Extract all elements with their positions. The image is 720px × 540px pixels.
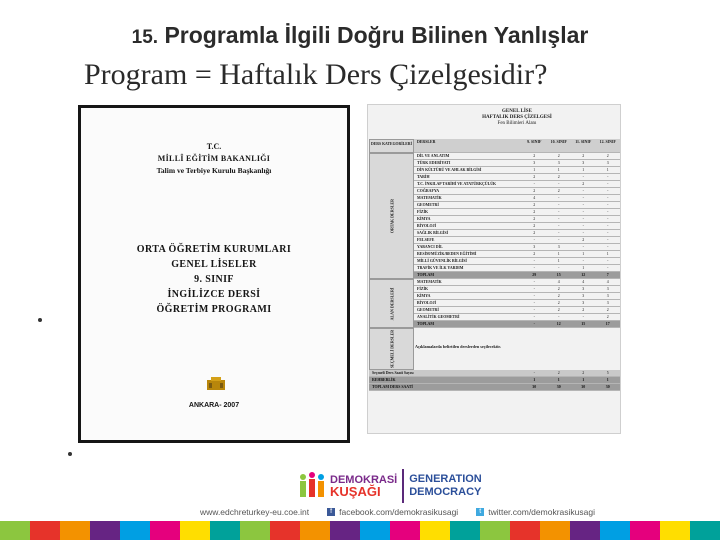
table-cell-hours: 3 bbox=[582, 287, 585, 291]
link-text: www.edchreturkey-eu.coe.int bbox=[200, 507, 310, 517]
table-row bbox=[414, 265, 620, 272]
table-cell-hours: 1 bbox=[582, 266, 585, 270]
color-stripe bbox=[90, 521, 120, 540]
table-cell-hours: 15 bbox=[581, 322, 586, 326]
color-stripe bbox=[210, 521, 240, 540]
ministry-emblem-icon bbox=[205, 376, 227, 392]
category-label: ALAN DERSLERİ bbox=[389, 287, 394, 320]
cover-title-line: İNGİLİZCE DERSİ bbox=[167, 289, 261, 300]
color-stripe bbox=[390, 521, 420, 540]
color-stripe bbox=[540, 521, 570, 540]
slide-title-text: Programla İlgili Doğru Bilinen Yanlışlar bbox=[164, 22, 589, 48]
table-cell-course: DİN KÜLTÜRÜ VE AHLAK BİLGİSİ bbox=[417, 168, 482, 172]
color-stripe bbox=[690, 521, 720, 540]
table-cell-hours: - bbox=[582, 315, 584, 319]
table-cell-course: DİL VE ANLATIM bbox=[417, 154, 450, 158]
table-row bbox=[414, 286, 620, 293]
table-cell-hours: - bbox=[582, 196, 584, 200]
website-link[interactable] bbox=[200, 507, 309, 517]
table-row bbox=[414, 153, 620, 160]
table-cell-course: MATEMATİK bbox=[417, 196, 442, 200]
table-row bbox=[414, 237, 620, 244]
table-cell-hours: 17 bbox=[605, 322, 610, 326]
slide-subtitle: Program = Haftalık Ders Çizelgesidir? bbox=[84, 58, 548, 91]
table-cell-hours: 1 bbox=[533, 168, 536, 172]
table-row bbox=[414, 258, 620, 265]
table-cell-course: BİYOLOJİ bbox=[417, 224, 437, 228]
table-cell-course: RESİM/MÜZİK/BEDEN EĞİTİMİ bbox=[417, 252, 477, 256]
cover-title-line: ORTA ÖĞRETİM KURUMLARI bbox=[136, 244, 292, 255]
table-row bbox=[369, 384, 620, 391]
table-cell-hours: 2 bbox=[557, 189, 560, 193]
table-cell-hours: 3 bbox=[557, 161, 560, 165]
twitter-link[interactable] bbox=[476, 507, 595, 517]
category-cell bbox=[369, 153, 414, 279]
schedule-title: GENEL LİSE bbox=[502, 109, 532, 114]
color-stripe bbox=[30, 521, 60, 540]
brand-text: KUŞAĞI bbox=[330, 484, 381, 499]
table-row bbox=[414, 314, 620, 321]
table-cell-hours: - bbox=[607, 238, 609, 242]
table-cell-hours: - bbox=[558, 238, 560, 242]
table-cell-hours: - bbox=[607, 182, 609, 186]
table-cell-hours: 1 bbox=[582, 252, 585, 256]
table-cell-hours: 2 bbox=[533, 203, 536, 207]
table-cell-hours: 30 bbox=[605, 385, 610, 389]
color-stripe bbox=[270, 521, 300, 540]
facebook-link[interactable] bbox=[327, 507, 458, 517]
color-stripe bbox=[150, 521, 180, 540]
table-cell-hours: 2 bbox=[582, 238, 585, 242]
table-cell-course: COĞRAFYA bbox=[417, 189, 440, 193]
table-row bbox=[414, 181, 620, 188]
table-cell-hours: 2 bbox=[533, 224, 536, 228]
table-cell-hours: 3 bbox=[606, 294, 609, 298]
schedule-title: HAFTALIK DERS ÇİZELGESİ bbox=[482, 115, 552, 120]
table-cell-hours: 4 bbox=[557, 280, 560, 284]
table-cell-hours: 3 bbox=[606, 301, 609, 305]
table-row bbox=[414, 230, 620, 237]
color-stripe bbox=[510, 521, 540, 540]
table-cell-hours: 3 bbox=[606, 287, 609, 291]
table-cell-course: GEOMETRİ bbox=[417, 203, 439, 207]
table-cell-course: REHBERLİK bbox=[372, 378, 396, 382]
table-cell-hours: - bbox=[607, 175, 609, 179]
color-stripe bbox=[360, 521, 390, 540]
table-cell-course: TOPLAM DERS SAATİ bbox=[372, 385, 413, 389]
table-cell-course: MATEMATİK bbox=[417, 280, 442, 284]
table-cell-hours: - bbox=[558, 217, 560, 221]
table-cell-hours: 2 bbox=[606, 315, 609, 319]
table-row bbox=[414, 167, 620, 174]
brand-text: DEMOKRASİ bbox=[330, 474, 398, 486]
table-row bbox=[414, 251, 620, 258]
table-cell-hours: 2 bbox=[582, 308, 585, 312]
color-stripe bbox=[0, 521, 30, 540]
table-cell-hours: 3 bbox=[533, 245, 536, 249]
table-cell-course: FİZİK bbox=[417, 287, 429, 291]
table-cell-hours: - bbox=[607, 224, 609, 228]
table-cell-hours: 3 bbox=[533, 161, 536, 165]
table-cell-hours: - bbox=[607, 266, 609, 270]
table-cell-hours: 3 bbox=[582, 294, 585, 298]
cover-title-block bbox=[81, 242, 347, 317]
table-cell-hours: - bbox=[558, 203, 560, 207]
category-header-cell bbox=[369, 139, 414, 153]
color-stripe-band bbox=[0, 521, 720, 540]
table-cell-hours: - bbox=[607, 231, 609, 235]
table-cell-hours: - bbox=[558, 210, 560, 214]
table-cell-course: BİYOLOJİ bbox=[417, 301, 437, 305]
table-cell-hours: 4 bbox=[582, 280, 585, 284]
link-text: twitter.com/demokrasikusagi bbox=[488, 507, 595, 517]
table-cell-hours: 29 bbox=[532, 273, 537, 277]
table-cell-hours: 30 bbox=[532, 385, 537, 389]
table-row bbox=[414, 293, 620, 300]
bullet-dot bbox=[68, 452, 72, 456]
brand-name-tr bbox=[330, 474, 397, 498]
color-stripe bbox=[570, 521, 600, 540]
brand-divider bbox=[402, 469, 404, 503]
table-cell-hours: 2 bbox=[533, 217, 536, 221]
table-row bbox=[414, 174, 620, 181]
table-cell-hours: 10. SINIF bbox=[550, 140, 567, 144]
color-stripe bbox=[330, 521, 360, 540]
table-cell-hours: 1 bbox=[557, 168, 560, 172]
table-cell-hours: 2 bbox=[557, 371, 560, 375]
table-cell-course: FELSEFE bbox=[417, 238, 435, 242]
curriculum-cover-image bbox=[78, 105, 350, 443]
table-cell-hours: - bbox=[533, 308, 535, 312]
schedule-heading bbox=[414, 109, 620, 127]
table-cell-hours: - bbox=[582, 231, 584, 235]
table-cell-hours: 1 bbox=[557, 378, 560, 382]
table-row bbox=[414, 223, 620, 230]
table-cell-hours: - bbox=[533, 301, 535, 305]
table-row bbox=[369, 370, 620, 377]
table-cell-hours: - bbox=[607, 217, 609, 221]
link-text: facebook.com/demokrasikusagi bbox=[339, 507, 459, 517]
table-cell-hours: 12. SINIF bbox=[599, 140, 616, 144]
slide-number: 15. bbox=[131, 27, 159, 48]
table-cell-hours: 1 bbox=[582, 168, 585, 172]
table-cell-hours: - bbox=[533, 182, 535, 186]
table-cell-course: TARİH bbox=[417, 175, 430, 179]
table-cell-hours: - bbox=[582, 210, 584, 214]
table-cell-hours: 4 bbox=[606, 280, 609, 284]
table-cell-hours: - bbox=[533, 287, 535, 291]
table-cell-hours: - bbox=[533, 280, 535, 284]
table-cell-hours: 2 bbox=[606, 308, 609, 312]
table-cell-hours: 1 bbox=[606, 378, 609, 382]
table-cell-hours: 5 bbox=[606, 371, 609, 375]
table-cell-hours: - bbox=[533, 294, 535, 298]
table-cell-course: YABANCI DİL bbox=[417, 245, 443, 249]
table-row bbox=[369, 377, 620, 384]
table-cell-hours: - bbox=[558, 182, 560, 186]
table-cell-hours: 2 bbox=[533, 189, 536, 193]
color-stripe bbox=[180, 521, 210, 540]
color-stripe bbox=[120, 521, 150, 540]
table-cell-hours: 12 bbox=[556, 322, 561, 326]
footer-links bbox=[200, 507, 700, 517]
table-cell-hours: 2 bbox=[533, 231, 536, 235]
cover-title-line: 9. SINIF bbox=[194, 274, 234, 285]
table-cell-hours: 2 bbox=[606, 154, 609, 158]
table-row bbox=[414, 139, 620, 153]
elective-note: Açıklamalarda belirtilen derslerden seçilecektir. bbox=[415, 344, 501, 349]
table-row bbox=[414, 209, 620, 216]
table-row bbox=[414, 244, 620, 251]
cover-line: T.C. bbox=[206, 142, 222, 151]
table-cell-hours: 3 bbox=[606, 161, 609, 165]
table-cell-hours: - bbox=[607, 203, 609, 207]
table-row bbox=[414, 307, 620, 314]
table-cell-hours: - bbox=[582, 245, 584, 249]
table-cell-hours: - bbox=[558, 266, 560, 270]
table-row bbox=[414, 279, 620, 286]
table-cell-hours: 15 bbox=[556, 273, 561, 277]
table-cell-course: Seçmeli Ders Saati Sayısı bbox=[372, 371, 414, 375]
table-cell-hours: 1 bbox=[606, 168, 609, 172]
table-cell-course: SAĞLIK BİLGİSİ bbox=[417, 231, 449, 235]
category-cell bbox=[369, 279, 414, 328]
table-cell-course: TRAFİK VE İLK YARDIM bbox=[417, 266, 464, 270]
bullet-dot bbox=[38, 318, 42, 322]
color-stripe bbox=[450, 521, 480, 540]
table-row bbox=[414, 272, 620, 279]
table-cell-hours: 2 bbox=[582, 154, 585, 158]
table-row bbox=[414, 300, 620, 307]
table-cell-hours: - bbox=[533, 266, 535, 270]
table-cell-hours: 2 bbox=[557, 294, 560, 298]
table-cell-hours: 2 bbox=[533, 210, 536, 214]
table-cell-hours: 2 bbox=[533, 154, 536, 158]
table-cell-hours: 2 bbox=[533, 252, 536, 256]
table-cell-course: FİZİK bbox=[417, 210, 429, 214]
table-cell-hours: 7 bbox=[606, 273, 609, 277]
brand-text: GENERATION bbox=[409, 473, 482, 485]
table-cell-hours: 3 bbox=[557, 245, 560, 249]
table-cell-hours: 1 bbox=[606, 252, 609, 256]
table-cell-hours: 1 bbox=[533, 378, 536, 382]
table-cell-hours: - bbox=[582, 189, 584, 193]
table-cell-hours: - bbox=[558, 315, 560, 319]
table-cell-hours: 11. SINIF bbox=[575, 140, 592, 144]
brand-name-en bbox=[409, 473, 482, 499]
table-cell-hours: - bbox=[558, 224, 560, 228]
color-stripe bbox=[630, 521, 660, 540]
table-cell-course: TOPLAM bbox=[417, 273, 435, 277]
table-cell-hours: 2 bbox=[582, 371, 585, 375]
table-cell-hours: 4 bbox=[533, 196, 536, 200]
table-cell-hours: - bbox=[582, 203, 584, 207]
table-cell-hours: - bbox=[533, 322, 535, 326]
table-cell-hours: - bbox=[533, 238, 535, 242]
table-cell-hours: 2 bbox=[533, 175, 536, 179]
table-cell-hours: 1 bbox=[557, 252, 560, 256]
table-cell-course: MİLLİ GÜVENLİK BİLGİSİ bbox=[417, 259, 467, 263]
people-logo-icon bbox=[298, 471, 326, 501]
category-label: ORTAK DERSLER bbox=[389, 198, 394, 234]
table-cell-hours: 30 bbox=[581, 385, 586, 389]
table-cell-course: TOPLAM bbox=[417, 322, 435, 326]
table-row bbox=[414, 195, 620, 202]
table-cell-hours: 2 bbox=[557, 175, 560, 179]
table-cell-hours: 1 bbox=[557, 259, 560, 263]
slide-title bbox=[0, 22, 720, 49]
table-row bbox=[414, 160, 620, 167]
table-cell-hours: 9. SINIF bbox=[527, 140, 542, 144]
table-cell-course: TÜRK EDEBİYATI bbox=[417, 161, 451, 165]
table-row bbox=[414, 216, 620, 223]
table-cell-hours: 2 bbox=[557, 287, 560, 291]
cover-line: Talim ve Terbiye Kurulu Başkanlığı bbox=[156, 166, 272, 175]
cover-footer: ANKARA- 2007 bbox=[188, 402, 240, 409]
table-cell-hours: 12 bbox=[581, 273, 586, 277]
table-cell-hours: 2 bbox=[582, 182, 585, 186]
table-cell-course: ANALİTİK GEOMETRİ bbox=[417, 315, 460, 319]
category-label: SEÇMELİ DERSLER bbox=[389, 329, 394, 369]
table-cell-course: KİMYA bbox=[417, 217, 431, 221]
table-cell-hours: - bbox=[607, 259, 609, 263]
category-cell bbox=[369, 328, 414, 370]
table-cell-hours: - bbox=[582, 217, 584, 221]
table-cell-hours: - bbox=[607, 196, 609, 200]
table-cell-hours: - bbox=[582, 224, 584, 228]
color-stripe bbox=[480, 521, 510, 540]
table-cell-hours: 2 bbox=[557, 301, 560, 305]
color-stripe bbox=[240, 521, 270, 540]
cover-line: MİLLÎ EĞİTİM BAKANLIĞI bbox=[157, 154, 271, 163]
table-cell-course: KİMYA bbox=[417, 294, 431, 298]
table-cell-hours: - bbox=[607, 189, 609, 193]
facebook-icon: f bbox=[327, 508, 335, 516]
table-cell-hours: - bbox=[533, 371, 535, 375]
table-cell-hours: - bbox=[533, 259, 535, 263]
table-cell-course: DERSLER bbox=[417, 140, 436, 144]
table-cell-hours: 30 bbox=[556, 385, 561, 389]
table-cell-hours: - bbox=[558, 231, 560, 235]
table-cell-hours: 1 bbox=[582, 378, 585, 382]
table-row bbox=[414, 202, 620, 209]
schedule-subtitle: Fen Bilimleri Alanı bbox=[497, 121, 537, 126]
table-cell-hours: 3 bbox=[582, 161, 585, 165]
table-cell-hours: - bbox=[607, 210, 609, 214]
table-cell-course: GEOMETRİ bbox=[417, 308, 439, 312]
color-stripe bbox=[60, 521, 90, 540]
table-cell-hours: 2 bbox=[557, 154, 560, 158]
table-cell-hours: 2 bbox=[557, 308, 560, 312]
brand-text: DEMOCRACY bbox=[409, 486, 482, 498]
category-header: DERS KATEGORİLERİ bbox=[371, 142, 412, 146]
color-stripe bbox=[660, 521, 690, 540]
color-stripe bbox=[420, 521, 450, 540]
table-cell-hours: - bbox=[558, 196, 560, 200]
color-stripe bbox=[300, 521, 330, 540]
twitter-icon: t bbox=[476, 508, 484, 516]
table-cell-course: T.C. İNKILAP TARİHİ VE ATATÜRKÇÜLÜK bbox=[417, 182, 497, 186]
weekly-schedule-table bbox=[367, 104, 621, 434]
cover-title-line: ÖĞRETİM PROGRAMI bbox=[156, 304, 272, 315]
cover-title-line: GENEL LİSELER bbox=[171, 259, 257, 270]
table-cell-hours: - bbox=[582, 175, 584, 179]
table-row bbox=[414, 188, 620, 195]
table-cell-hours: - bbox=[582, 259, 584, 263]
table-cell-hours: - bbox=[533, 315, 535, 319]
table-row bbox=[414, 321, 620, 328]
brand-logo bbox=[298, 466, 482, 506]
color-stripe bbox=[600, 521, 630, 540]
table-cell-hours: - bbox=[607, 245, 609, 249]
table-cell-hours: 3 bbox=[582, 301, 585, 305]
